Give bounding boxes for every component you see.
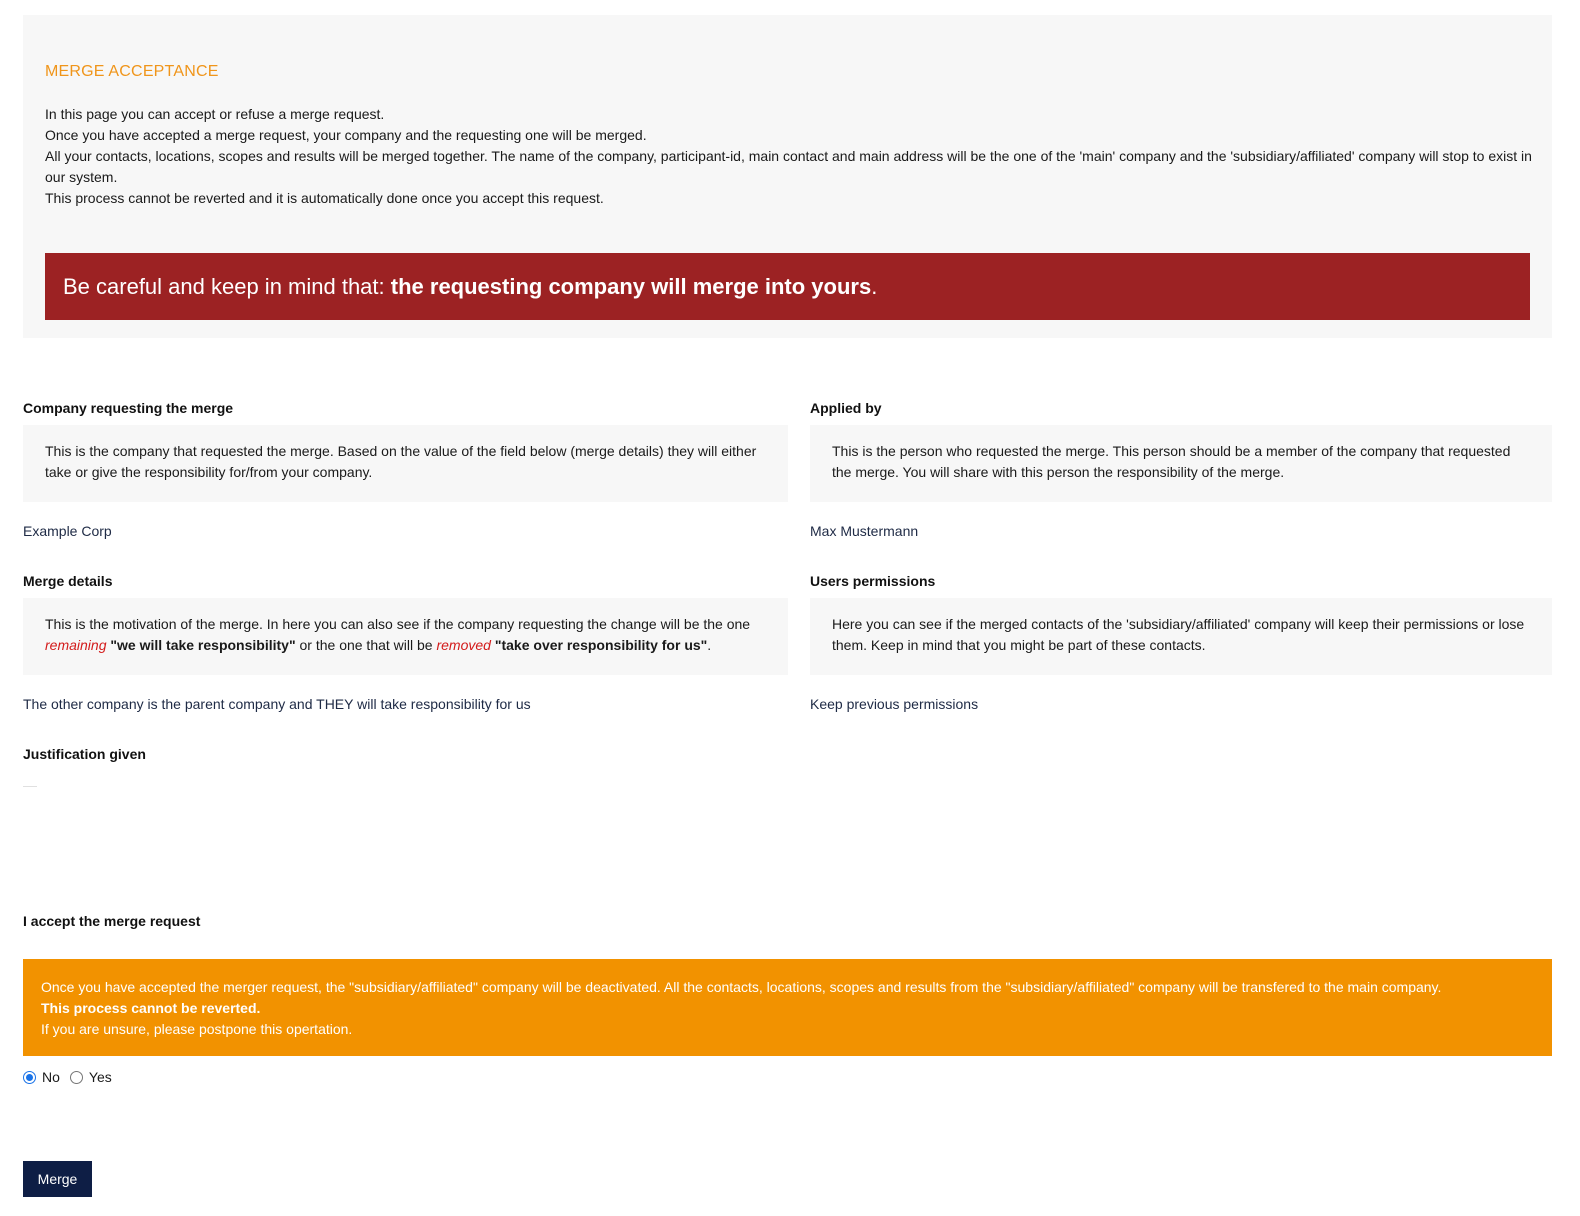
intro-panel: [23, 15, 1552, 338]
merge-details-help-text: This is the motivation of the merge. In here you can also see if the company requesting the change will be the one: [45, 616, 751, 632]
radio-yes-label[interactable]: Yes: [88, 1069, 112, 1085]
permissions-label: Users permissions: [810, 573, 936, 589]
intro-description: [45, 104, 1535, 209]
radio-yes[interactable]: [70, 1071, 83, 1084]
merge-button[interactable]: Merge: [23, 1161, 92, 1197]
permissions-value: Keep previous permissions: [810, 696, 979, 712]
remaining-highlight: remaining: [45, 637, 107, 653]
accept-warning-line: Once you have accepted the merger request, the "subsidiary/affiliated" company will be deactivated. All the contacts, locations, scopes and results from the "subsidiary/affiliated" company will be transfered to the main company.: [41, 979, 1442, 995]
merge-details-help-text: or the one that will be: [295, 637, 437, 653]
applied-by-label: Applied by: [810, 400, 882, 416]
merge-details-label: Merge details: [23, 573, 113, 589]
intro-line: Once you have accepted a merge request, your company and the requesting one will be merged.: [45, 127, 647, 143]
merge-details-value: The other company is the parent company and THEY will take responsibility for us: [23, 696, 531, 712]
accept-warning-banner: [23, 959, 1552, 1056]
radio-no[interactable]: [23, 1071, 36, 1084]
justification-empty-value: [23, 786, 37, 787]
warning-bold: the requesting company will merge into yours: [390, 273, 872, 299]
take-responsibility-text: "we will take responsibility": [110, 637, 296, 653]
intro-line: In this page you can accept or refuse a merge request.: [45, 106, 385, 122]
intro-line: This process cannot be reverted and it is automatically done once you accept this request.: [45, 190, 604, 206]
merge-details-help: [23, 598, 788, 675]
applied-by-value: Max Mustermann: [810, 523, 919, 539]
justification-label: Justification given: [23, 746, 146, 762]
accept-warning-line: If you are unsure, please postpone this opertation.: [41, 1021, 353, 1037]
warning-banner: [45, 253, 1530, 320]
accept-radio-group: [23, 1067, 122, 1087]
accept-label: I accept the merge request: [23, 913, 201, 929]
warning-suffix: .: [871, 273, 878, 299]
company-label: Company requesting the merge: [23, 400, 234, 416]
company-help: This is the company that requested the merge. Based on the value of the field below (merge details) they will either take or give the responsibility for/from your company.: [23, 425, 788, 502]
applied-by-help: This is the person who requested the merge. This person should be a member of the company that requested the merge. You will share with this person the responsibility of the merge.: [810, 425, 1552, 502]
permissions-help: Here you can see if the merged contacts of the 'subsidiary/affiliated' company will keep their permissions or lose them. Keep in mind that you might be part of these contacts.: [810, 598, 1552, 675]
removed-highlight: removed: [436, 637, 491, 653]
radio-no-label[interactable]: No: [42, 1069, 60, 1085]
company-value: Example Corp: [23, 523, 112, 539]
page-title: MERGE ACCEPTANCE: [45, 63, 219, 80]
accept-warning-bold: This process cannot be reverted.: [41, 1000, 261, 1016]
intro-line: All your contacts, locations, scopes and results will be merged together. The name of the company, participant-id, main contact and main address will be the one of the 'main' company and the 'subsidiary/affiliated' company will stop to exist in our system.: [45, 148, 1532, 185]
merge-details-help-text: .: [707, 637, 712, 653]
warning-prefix: Be careful and keep in mind that:: [63, 273, 391, 299]
take-over-text: "take over responsibility for us": [494, 637, 708, 653]
